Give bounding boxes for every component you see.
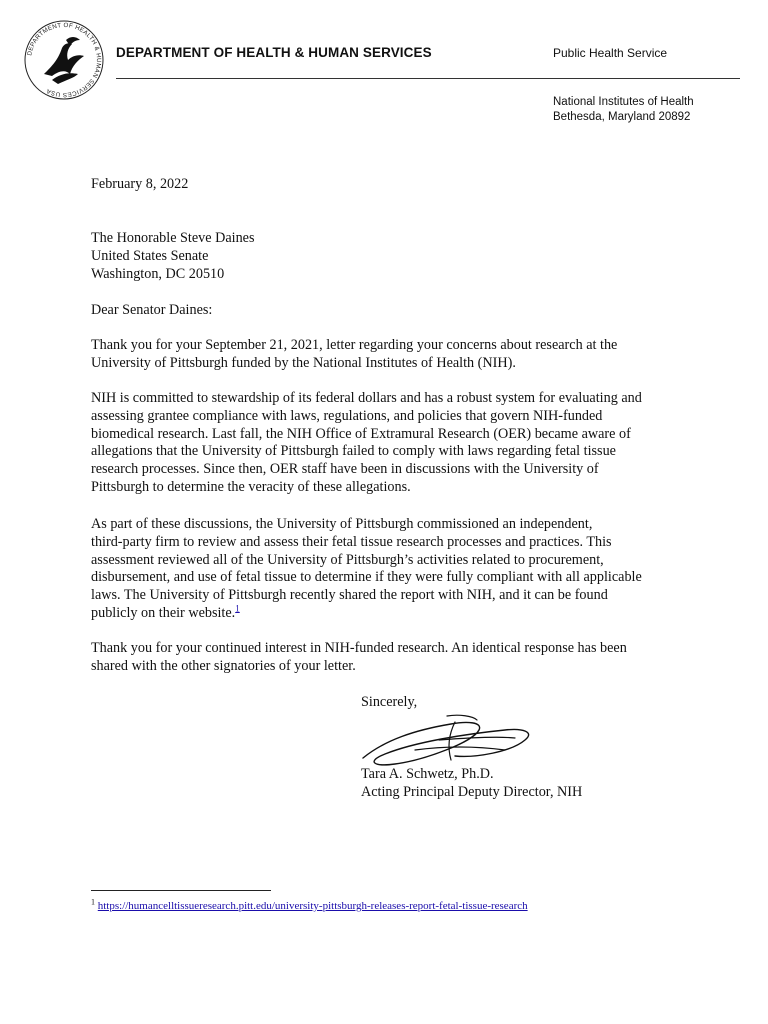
paragraph-line: disbursement, and use of fetal tissue to determine if they were fully compliant with all applicable xyxy=(91,569,642,586)
paragraph-3 xyxy=(91,516,681,623)
recipient-line: The Honorable Steve Daines xyxy=(91,230,255,246)
paragraph-line: laws. The University of Pittsburgh recently shared the report with NIH, and it can be found xyxy=(91,587,608,604)
paragraph-line-text: publicly on their website. xyxy=(91,604,236,621)
closing: Sincerely, xyxy=(361,694,418,710)
paragraph-line: As part of these discussions, the University of Pittsburgh commissioned an independent, xyxy=(91,516,593,532)
address-line: National Institutes of Health xyxy=(553,96,694,108)
paragraph-line: shared with the other signatories of your letter. xyxy=(91,657,356,674)
paragraph-4 xyxy=(91,640,681,676)
svg-text:DEPARTMENT OF HEALTH & HUMAN S: DEPARTMENT OF HEALTH & HUMAN SERVICES USA xyxy=(26,21,103,99)
paragraph-line: third-party firm to review and assess their fetal tissue research processes and practices. This xyxy=(91,533,612,550)
footnote-reference-link[interactable]: 1 xyxy=(235,603,240,614)
signer-title: Acting Principal Deputy Director, NIH xyxy=(361,783,583,800)
public-health-service-label: Public Health Service xyxy=(553,46,668,60)
footnote xyxy=(91,897,528,912)
paragraph-2 xyxy=(91,390,681,497)
paragraph-line: Pittsburgh to determine the veracity of these allegations. xyxy=(91,478,411,495)
signature-block xyxy=(361,766,582,802)
hhs-seal-logo xyxy=(22,18,106,102)
paragraph-line: research processes. Since then, OER staff have been in discussions with the University of xyxy=(91,461,599,478)
paragraph-line: Thank you for your September 21, 2021, letter regarding your concerns about research at the xyxy=(91,337,618,353)
department-title: DEPARTMENT OF HEALTH & HUMAN SERVICES xyxy=(116,45,432,60)
recipient-block xyxy=(91,230,681,283)
footnote-divider xyxy=(91,890,271,891)
agency-address xyxy=(553,95,694,124)
paragraph-1 xyxy=(91,337,681,373)
recipient-line: Washington, DC 20510 xyxy=(91,265,225,282)
signer-name: Tara A. Schwetz, Ph.D. xyxy=(361,766,494,782)
recipient-line: United States Senate xyxy=(91,247,209,264)
paragraph-line: NIH is committed to stewardship of its federal dollars and has a robust system for evaluating and xyxy=(91,390,642,406)
paragraph-line: assessment reviewed all of the University of Pittsburgh’s activities related to procurement, xyxy=(91,551,604,568)
paragraph-line: Thank you for your continued interest in NIH-funded research. An identical response has been xyxy=(91,640,627,656)
paragraph-line: assessing grantee compliance with laws, regulations, and policies that govern NIH-funded xyxy=(91,407,603,424)
letter-date: February 8, 2022 xyxy=(91,176,189,192)
salutation: Dear Senator Daines: xyxy=(91,302,213,318)
footnote-number: 1 xyxy=(91,897,95,907)
paragraph-line-last xyxy=(91,605,681,623)
header-divider xyxy=(116,78,740,79)
handwritten-signature xyxy=(355,710,545,772)
paragraph-line: biomedical research. Last fall, the NIH Office of Extramural Research (OER) became aware of xyxy=(91,425,631,442)
footnote-link[interactable]: https://humancelltissueresearch.pitt.edu/university-pittsburgh-releases-report-fetal-tissue-research xyxy=(97,900,528,912)
paragraph-line: University of Pittsburgh funded by the National Institutes of Health (NIH). xyxy=(91,354,516,371)
address-line: Bethesda, Maryland 20892 xyxy=(553,110,691,123)
paragraph-line: allegations that the University of Pittsburgh failed to comply with laws regarding fetal tissue xyxy=(91,443,616,460)
